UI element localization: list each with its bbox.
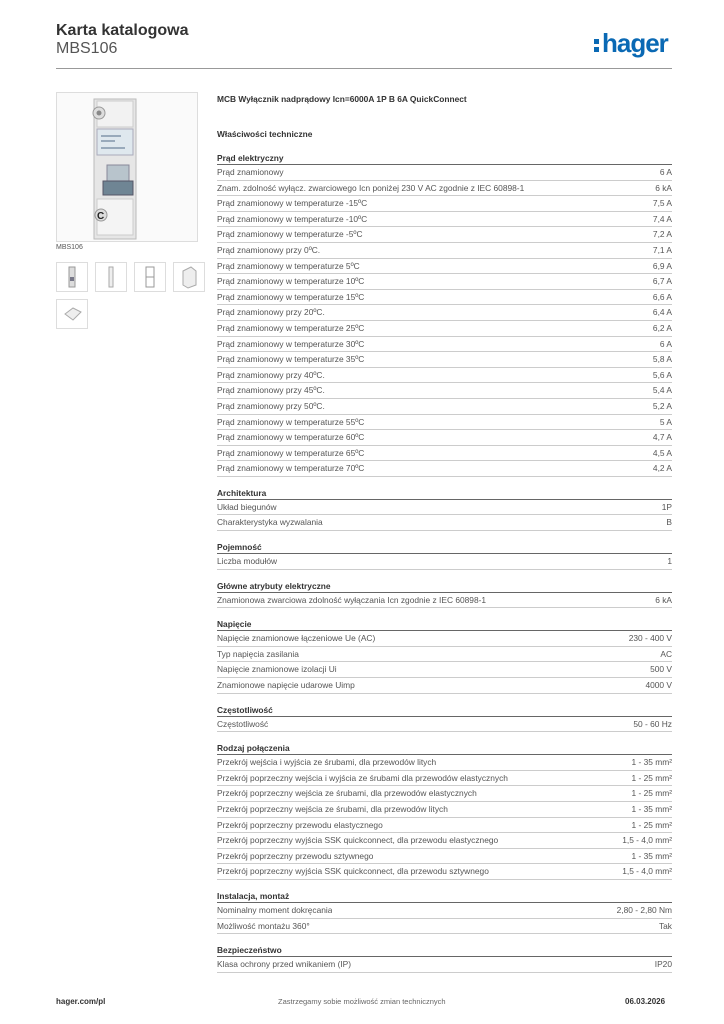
section-title: Częstotliwość (217, 704, 672, 717)
spec-value: 1 - 35 mm² (631, 850, 672, 861)
spec-row (217, 786, 672, 802)
spec-value: 7,5 A (652, 198, 672, 209)
spec-value: 1P (661, 501, 672, 512)
spec-label: Prąd znamionowy w temperaturze 15ºC (217, 291, 365, 302)
spec-label: Prąd znamionowy w temperaturze 5ºC (217, 260, 360, 271)
spec-row (217, 818, 672, 834)
spec-label: Charakterystyka wyzwalania (217, 517, 323, 528)
spec-label: Przekrój poprzeczny wejścia ze śrubami, dla przewodów litych (217, 804, 448, 814)
spec-row (217, 647, 672, 663)
spec-row (217, 957, 672, 973)
spec-row (217, 181, 672, 197)
svg-text:C: C (97, 211, 105, 222)
spec-label: Prąd znamionowy przy 0ºC. (217, 244, 321, 255)
footer-website[interactable]: hager.com/pl (56, 997, 106, 1006)
spec-row (217, 399, 672, 415)
spec-row (217, 212, 672, 228)
spec-value: 4,5 A (652, 447, 672, 458)
product-title: MCB Wyłącznik nadprądowy Icn=6000A 1P B 6A QuickConnect (217, 94, 467, 104)
section-title: Napięcie (217, 618, 672, 631)
product-code: MBS106 (56, 40, 118, 57)
thumbnail-front-view[interactable] (56, 262, 88, 292)
spec-value: 6,6 A (652, 291, 672, 302)
specifications (217, 94, 672, 973)
spec-value: 4,7 A (652, 432, 672, 443)
thumbnail-installed-view[interactable] (56, 299, 88, 329)
spec-label: Prąd znamionowy przy 45ºC. (217, 385, 325, 396)
spec-row (217, 352, 672, 368)
spec-label: Prąd znamionowy w temperaturze 10ºC (217, 276, 365, 287)
spec-row (217, 415, 672, 431)
spec-row (217, 274, 672, 290)
spec-label: Przekrój poprzeczny wejścia i wyjścia ze śrubami dla przewodów elastycznych (217, 772, 508, 783)
spec-value: 4,2 A (652, 463, 672, 474)
spec-row (217, 849, 672, 865)
spec-value: 5,4 A (652, 385, 672, 396)
spec-row (217, 196, 672, 212)
spec-label: Przekrój poprzeczny wyjścia SSK quickconnect, dla przewodu elastycznego (217, 835, 499, 846)
spec-row (217, 662, 672, 678)
spec-value: 6,7 A (652, 276, 672, 287)
spec-row (217, 305, 672, 321)
spec-label: Układ biegunów (217, 501, 277, 512)
spec-row (217, 321, 672, 337)
spec-label: Napięcie znamionowe izolacji Ui (217, 664, 337, 675)
page-title: Karta katalogowa (56, 22, 189, 39)
spec-label: Prąd znamionowy w temperaturze 65ºC (217, 447, 365, 458)
spec-value: 6,2 A (652, 322, 672, 333)
spec-label: Przekrój poprzeczny przewodu elastycznego (217, 819, 383, 830)
spec-label: Prąd znamionowy w temperaturze 55ºC (217, 416, 365, 427)
thumbnail-perspective-view[interactable] (173, 262, 205, 292)
spec-value: 5,2 A (652, 400, 672, 411)
product-image-caption: MBS106 (56, 244, 83, 251)
section-title: Rodzaj połączenia (217, 742, 672, 755)
spec-value: AC (660, 648, 672, 659)
spec-value: 5,6 A (652, 369, 672, 380)
spec-value: 6 A (659, 167, 672, 177)
section-title: Architektura (217, 487, 672, 500)
spec-value: 1 - 25 mm² (631, 788, 672, 799)
spec-row (217, 919, 672, 935)
spec-value: 2,80 - 2,80 Nm (616, 904, 672, 915)
spec-row (217, 383, 672, 399)
footer-date: 06.03.2026 (625, 997, 666, 1006)
spec-row (217, 864, 672, 880)
spec-label: Prąd znamionowy w temperaturze -10ºC (217, 213, 368, 224)
section-title: Instalacja, montaż (217, 890, 672, 903)
section-title: Bezpieczeństwo (217, 944, 672, 957)
spec-label: Nominalny moment dokręcania (217, 904, 333, 915)
spec-row (217, 259, 672, 275)
spec-value: 6 kA (655, 594, 672, 605)
thumbnail-dimension-drawing[interactable] (134, 262, 166, 292)
spec-label: Przekrój poprzeczny wejścia ze śrubami, dla przewodów elastycznych (217, 788, 477, 799)
spec-value: 6 A (659, 338, 672, 349)
spec-label: Prąd znamionowy w temperaturze -15ºC (217, 198, 368, 209)
spec-value: 230 - 400 V (628, 633, 672, 644)
spec-row (217, 717, 672, 733)
spec-value: 1 (667, 556, 672, 567)
spec-row (217, 903, 672, 919)
spec-value: 6,4 A (652, 307, 672, 318)
spec-label: Klasa ochrony przed wnikaniem (IP) (217, 959, 352, 970)
spec-label: Możliwość montażu 360° (217, 920, 310, 931)
spec-label: Prąd znamionowy przy 20ºC. (217, 307, 325, 318)
spec-row (217, 461, 672, 477)
spec-row (217, 554, 672, 570)
spec-label: Liczba modułów (217, 556, 278, 567)
spec-label: Prąd znamionowy przy 50ºC. (217, 400, 325, 411)
spec-value: 6 kA (655, 182, 672, 193)
section-title: Główne atrybuty elektryczne (217, 580, 672, 593)
logo-dots-icon (594, 36, 600, 55)
spec-value: IP20 (654, 959, 672, 970)
spec-label: Przekrój wejścia i wyjścia ze śrubami, dla przewodów litych (217, 757, 437, 768)
spec-value: 7,1 A (652, 244, 672, 255)
spec-value: 6,9 A (652, 260, 672, 271)
header-divider (56, 68, 672, 69)
spec-row (217, 227, 672, 243)
spec-row (217, 337, 672, 353)
spec-value: Tak (658, 920, 672, 931)
spec-row (217, 755, 672, 771)
spec-row (217, 290, 672, 306)
spec-row (217, 678, 672, 694)
product-image (56, 92, 198, 242)
spec-value: 1 - 35 mm² (631, 757, 672, 768)
spec-label: Prąd znamionowy przy 40ºC. (217, 369, 325, 380)
spec-value: 5 A (659, 416, 672, 427)
spec-value: 1 - 25 mm² (631, 772, 672, 783)
spec-value: 7,2 A (652, 229, 672, 240)
logo-text: hager (602, 28, 668, 58)
spec-row (217, 771, 672, 787)
spec-label: Prąd znamionowy w temperaturze -5ºC (217, 229, 363, 240)
spec-row (217, 833, 672, 849)
spec-row (217, 631, 672, 647)
spec-label: Prąd znamionowy w temperaturze 25ºC (217, 322, 365, 333)
spec-label: Przekrój poprzeczny wyjścia SSK quickconnect, dla przewodu sztywnego (217, 866, 489, 877)
spec-value: 1,5 - 4,0 mm² (622, 866, 672, 877)
section-title: Prąd elektryczny (217, 152, 672, 165)
spec-row (217, 593, 672, 609)
spec-label: Prąd znamionowy w temperaturze 60ºC (217, 432, 365, 443)
spec-label: Znam. zdolność wyłącz. zwarciowego Icn poniżej 230 V AC zgodnie z IEC 60898-1 (217, 182, 525, 193)
spec-row (217, 802, 672, 818)
spec-value: 1 - 25 mm² (631, 819, 672, 830)
hager-logo (594, 28, 668, 59)
spec-label: Typ napięcia zasilania (217, 648, 299, 659)
spec-value: B (666, 517, 672, 528)
spec-label: Częstotliwość (217, 718, 269, 729)
spec-sections (217, 152, 672, 973)
spec-label: Prąd znamionowy (217, 167, 284, 177)
spec-row (217, 430, 672, 446)
section-title: Pojemność (217, 541, 672, 554)
spec-label: Napięcie znamionowe łączeniowe Ue (AC) (217, 633, 376, 644)
spec-label: Przekrój poprzeczny przewodu sztywnego (217, 850, 374, 861)
spec-value: 50 - 60 Hz (633, 718, 672, 729)
spec-row (217, 368, 672, 384)
spec-label: Znamionowe napięcie udarowe Uimp (217, 680, 355, 691)
spec-label: Prąd znamionowy w temperaturze 30ºC (217, 338, 365, 349)
technical-properties-heading: Właściwości techniczne (217, 129, 313, 139)
spec-value: 5,8 A (652, 354, 672, 365)
spec-value: 500 V (650, 664, 672, 675)
spec-label: Prąd znamionowy w temperaturze 70ºC (217, 463, 365, 474)
spec-row (217, 446, 672, 462)
spec-value: 4000 V (645, 680, 672, 691)
spec-value: 1,5 - 4,0 mm² (622, 835, 672, 846)
spec-label: Prąd znamionowy w temperaturze 35ºC (217, 354, 365, 365)
footer-notice: Zastrzegamy sobie możliwość zmian technicznych (278, 997, 446, 1006)
spec-row (217, 515, 672, 531)
thumbnail-side-view[interactable] (95, 262, 127, 292)
spec-row (217, 243, 672, 259)
spec-value: 1 - 35 mm² (631, 804, 672, 814)
spec-row (217, 500, 672, 516)
spec-value: 7,4 A (652, 213, 672, 224)
spec-row (217, 165, 672, 181)
spec-label: Znamionowa zwarciowa zdolność wyłączania Icn zgodnie z IEC 60898-1 (217, 594, 487, 605)
